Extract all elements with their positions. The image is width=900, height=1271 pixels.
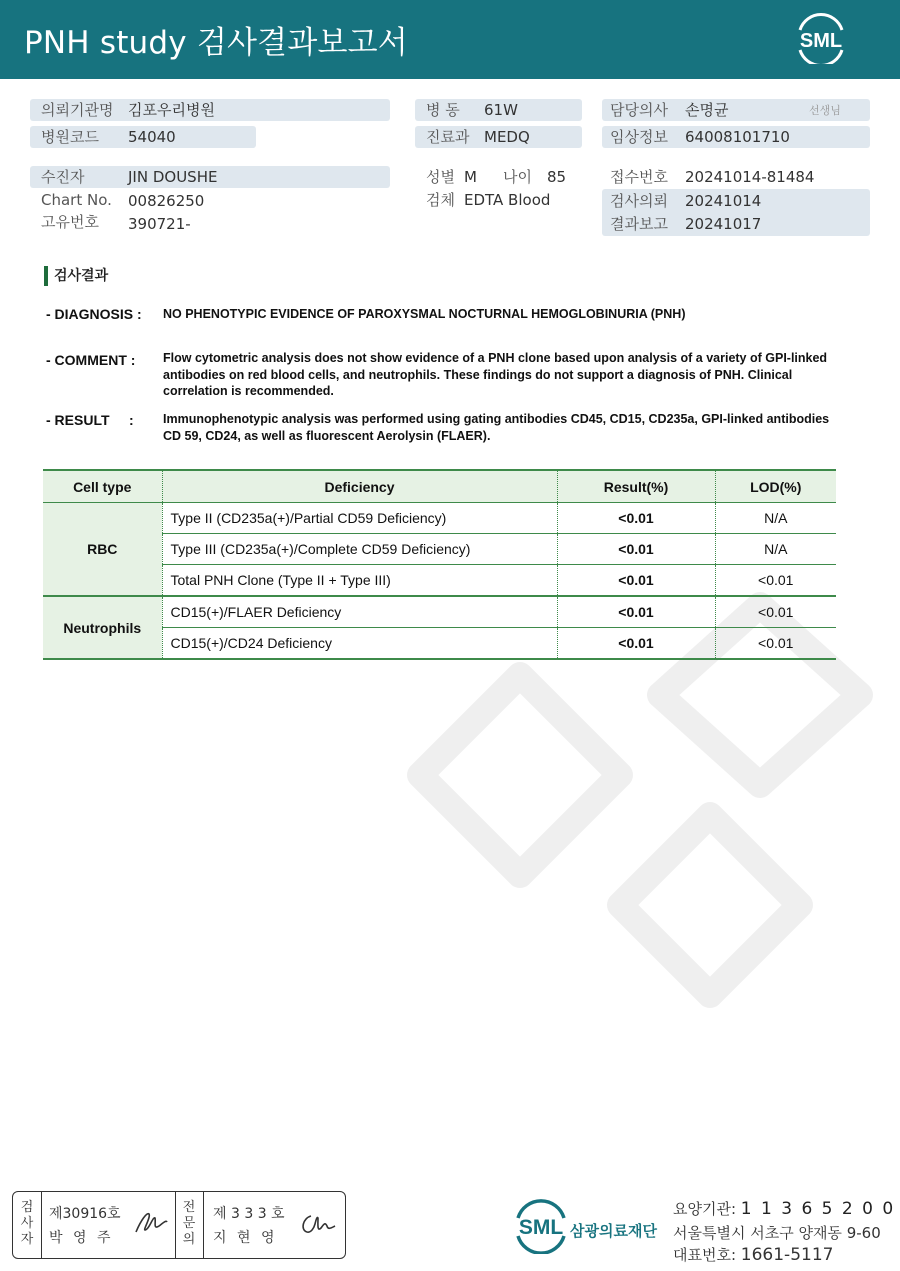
footer-phone: 1661-5117 [740, 1245, 834, 1265]
patient-label: 수진자 [41, 168, 85, 186]
result-cell: <0.01 [557, 565, 715, 597]
specialist-name: 지 현 영 [213, 1230, 278, 1246]
id-value: 390721- [128, 215, 191, 233]
table-row [43, 534, 836, 565]
report-date: 20241017 [685, 215, 762, 233]
comment-text: Flow cytometric analysis does not show evidence of a PNH clone based upon analysis of a variety of GPI-linked antibodies on red blood cells, and neutrophils. These findings do not support a diagnosis of PNH. Clinical correlation is recommended. [163, 351, 828, 398]
footer-phone-line [673, 1244, 833, 1265]
receipt-value: 20241014-81484 [685, 168, 815, 186]
sex-label: 성별 [426, 168, 455, 186]
deficiency-cell: Type II (CD235a(+)/Partial CD59 Deficiency) [162, 503, 557, 534]
lod-cell: N/A [715, 503, 836, 534]
examiner-signature [133, 1208, 169, 1238]
lod-cell: N/A [715, 534, 836, 565]
doctor-label: 담당의사 [610, 101, 668, 119]
ward-value: 61W [484, 101, 518, 119]
dept-value: MEDQ [484, 128, 530, 146]
cell-type: RBC [43, 503, 162, 597]
footer-code-line [673, 1198, 895, 1219]
lod-cell: <0.01 [715, 628, 836, 660]
specialist-cell [203, 1192, 345, 1258]
age-value: 85 [547, 168, 567, 186]
doctor-value: 손명균 [685, 101, 729, 119]
id-label: 고유번호 [41, 213, 99, 231]
deficiency-cell: CD15(+)/FLAER Deficiency [162, 596, 557, 628]
report-title: PNH study 검사결과보고서 [24, 25, 408, 61]
result-cell: <0.01 [557, 534, 715, 565]
specimen-label: 검체 [426, 191, 455, 209]
table-row [43, 596, 836, 628]
lod-cell: <0.01 [715, 565, 836, 597]
specialist-label-cell [175, 1192, 204, 1258]
clinical-value: 64008101710 [685, 128, 790, 146]
receipt-label: 접수번호 [610, 168, 668, 186]
hospital-code-label: 병원코드 [41, 128, 99, 146]
sml-logo [790, 12, 852, 64]
table-row [43, 503, 836, 534]
col-header-deficiency: Deficiency [162, 470, 557, 503]
examiner-number: 제30916호 [49, 1206, 121, 1222]
deficiency-cell: Total PNH Clone (Type II + Type III) [162, 565, 557, 597]
footer-sml-logo [510, 1198, 572, 1254]
examiner-label-cell [13, 1192, 42, 1258]
col-header-cell-type: Cell type [43, 470, 162, 503]
specialist-signature [297, 1208, 337, 1238]
lod-cell: <0.01 [715, 596, 836, 628]
footer-phone-label: 대표번호: [673, 1246, 737, 1264]
hospital-code-value: 54040 [128, 128, 176, 146]
result-cell: <0.01 [557, 503, 715, 534]
age-label: 나이 [503, 168, 532, 186]
sml-logo-text: SML [799, 30, 843, 52]
patient-value: JIN DOUSHE [128, 168, 218, 186]
diagnosis-label: - DIAGNOSIS : [46, 306, 142, 322]
footer-code: 1 1 3 6 5 2 0 0 [740, 1199, 896, 1219]
col-header-lod: LOD(%) [715, 470, 836, 503]
ward-label: 병 동 [426, 101, 460, 119]
table-header-row [43, 470, 836, 503]
specimen-value: EDTA Blood [464, 191, 551, 209]
request-date: 20241014 [685, 192, 762, 210]
report-header [0, 0, 900, 79]
request-label: 검사의뢰 [610, 192, 668, 210]
results-table [43, 469, 836, 660]
examiner-name: 박 영 주 [49, 1230, 114, 1246]
table-row [43, 628, 836, 660]
examiner-cell [41, 1192, 176, 1258]
table-row [43, 565, 836, 597]
result-text: Immunophenotypic analysis was performed using gating antibodies CD45, CD15, CD235a, GPI-linked antibodies CD 59, CD24, as well as fluorescent Aerolysin (FLAER). [163, 412, 830, 443]
institution-value: 김포우리병원 [128, 101, 215, 119]
specialist-label: 전문의 [182, 1200, 196, 1247]
chart-label: Chart No. [41, 191, 112, 209]
institution-label: 의뢰기관명 [41, 101, 114, 119]
deficiency-cell: CD15(+)/CD24 Deficiency [162, 628, 557, 660]
footer-address: 서울특별시 서초구 양재동 9-60 [673, 1224, 881, 1242]
chart-value: 00826250 [128, 192, 205, 210]
sex-value: M [464, 168, 477, 186]
result-label: - RESULT : [46, 412, 134, 428]
col-header-result: Result(%) [557, 470, 715, 503]
footer-org-name: 삼광의료재단 [570, 1222, 657, 1240]
diagnosis-text: NO PHENOTYPIC EVIDENCE OF PAROXYSMAL NOCTURNAL HEMOGLOBINURIA (PNH) [163, 307, 686, 321]
specialist-number: 제 3 3 3 호 [213, 1206, 285, 1222]
section-title: 검사결과 [44, 266, 108, 286]
result-cell: <0.01 [557, 596, 715, 628]
signature-box [12, 1191, 346, 1259]
report-label: 결과보고 [610, 215, 668, 233]
cell-type: Neutrophils [43, 596, 162, 659]
doctor-suffix: 선생님 [809, 104, 841, 117]
footer-logo-text: SML [518, 1216, 564, 1239]
examiner-label: 검사자 [20, 1200, 34, 1247]
clinical-label: 임상정보 [610, 128, 668, 146]
result-cell: <0.01 [557, 628, 715, 660]
dept-label: 진료과 [426, 128, 470, 146]
footer-code-label: 요양기관: [673, 1200, 737, 1218]
deficiency-cell: Type III (CD235a(+)/Complete CD59 Deficiency) [162, 534, 557, 565]
comment-label: - COMMENT : [46, 352, 136, 368]
